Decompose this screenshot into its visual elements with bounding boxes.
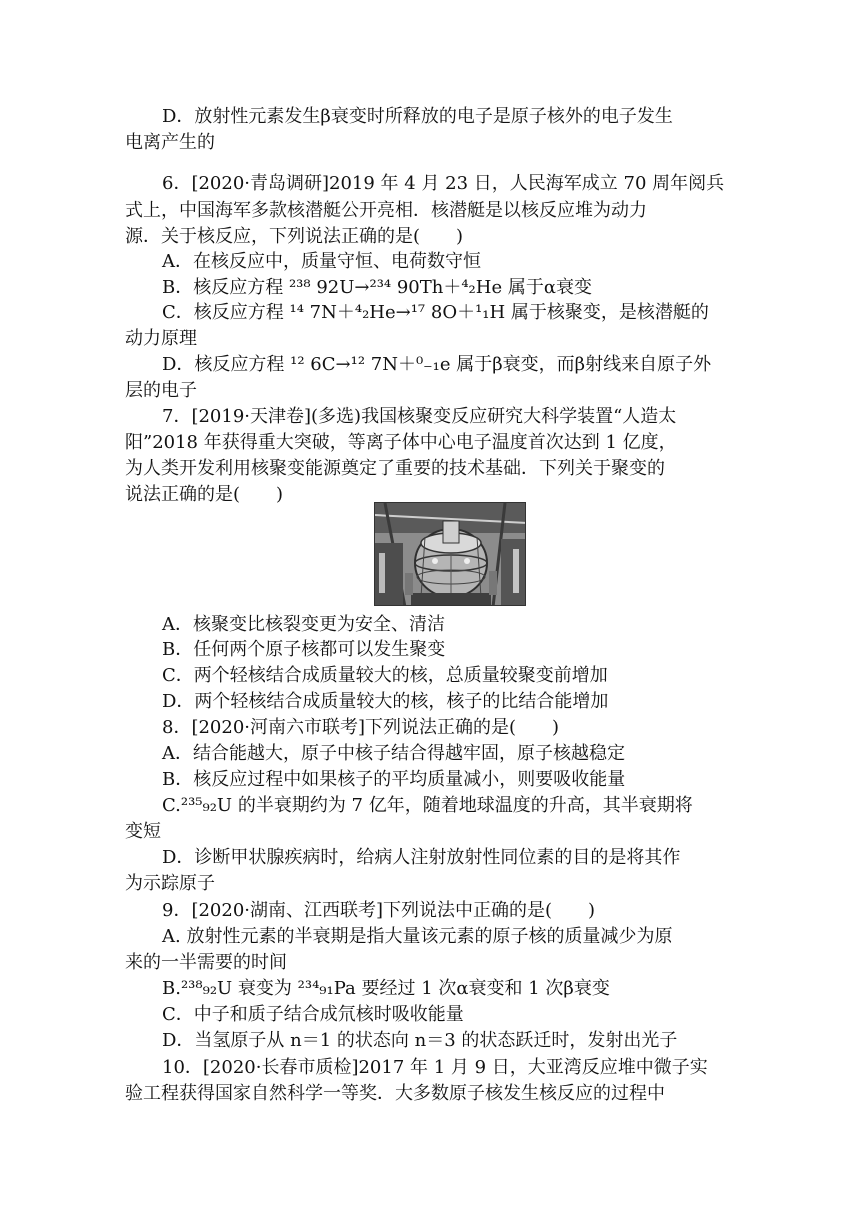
option-line: B.²³⁸₉₂U 衰变为 ²³⁴₉₁Pa 要经过 1 次α衰变和 1 次β衰变: [162, 978, 610, 999]
question-9-line: 9．[2020·湖南、江西联考]下列说法中正确的是( ): [162, 900, 596, 921]
text-line: 来的一半需要的时间: [125, 952, 287, 973]
text-line: 层的电子: [125, 380, 197, 401]
option-line: A．在核反应中，质量守恒、电荷数守恒: [162, 251, 481, 272]
question-6-line: 6．[2020·青岛调研]2019 年 4 月 23 日，人民海军成立 70 周年阅兵: [162, 173, 725, 194]
text-line: D．放射性元素发生β衰变时所释放的电子是原子核外的电子发生: [162, 106, 673, 127]
option-line: B．核反应过程中如果核子的平均质量减小，则要吸收能量: [162, 769, 626, 790]
question-8-line: 8．[2020·河南六市联考]下列说法正确的是( ): [162, 717, 560, 738]
question-10-line: 10．[2020·长春市质检]2017 年 1 月 9 日，大亚湾反应堆中微子实: [162, 1057, 708, 1078]
text-line: 源．关于核反应，下列说法正确的是( ): [125, 226, 464, 247]
text-line: 验工程获得国家自然科学一等奖．大多数原子核发生核反应的过程中: [125, 1083, 665, 1104]
tokamak-device-photo: [374, 502, 526, 606]
option-line: B．任何两个原子核都可以发生聚变: [162, 639, 446, 660]
option-line: B．核反应方程 ²³⁸ 92U→²³⁴ 90Th＋⁴₂He 属于α衰变: [162, 277, 593, 298]
text-line: 为示踪原子: [125, 873, 215, 894]
option-line: C.²³⁵₉₂U 的半衰期约为 7 亿年，随着地球温度的升高，其半衰期将: [162, 795, 693, 816]
text-line: 说法正确的是( ): [125, 484, 284, 505]
option-line: A．结合能越大，原子中核子结合得越牢固，原子核越稳定: [162, 743, 625, 764]
option-line: D．当氢原子从 n＝1 的状态向 n＝3 的状态跃迁时，发射出光子: [162, 1030, 678, 1051]
option-line: D．两个轻核结合成质量较大的核，核子的比结合能增加: [162, 691, 609, 712]
option-line: C．中子和质子结合成氘核时吸收能量: [162, 1004, 464, 1025]
text-line: 变短: [125, 821, 161, 842]
option-line: D．诊断甲状腺疾病时，给病人注射放射性同位素的目的是将其作: [162, 847, 681, 868]
question-7-line: 7．[2019·天津卷](多选)我国核聚变反应研究大科学装置“人造太: [162, 406, 677, 427]
option-line: D．核反应方程 ¹² 6C→¹² 7N＋⁰₋₁e 属于β衰变，而β射线来自原子外: [162, 354, 712, 375]
option-line: A．核聚变比核裂变更为安全、清洁: [162, 614, 445, 635]
option-line: C．两个轻核结合成质量较大的核，总质量较聚变前增加: [162, 665, 608, 686]
text-line: 阳”2018 年获得重大突破，等离子体中心电子温度首次达到 1 亿度，: [125, 432, 677, 453]
text-line: 为人类开发利用核聚变能源奠定了重要的技术基础．下列关于聚变的: [125, 458, 665, 479]
option-line: A. 放射性元素的半衰期是指大量该元素的原子核的质量减少为原: [162, 926, 673, 947]
option-line: C．核反应方程 ¹⁴ 7N＋⁴₂He→¹⁷ 8O＋¹₁H 属于核聚变，是核潜艇的: [162, 302, 709, 323]
text-line: 电离产生的: [125, 132, 215, 153]
text-line: 动力原理: [125, 328, 197, 349]
tokamak-illustration: [375, 503, 526, 606]
text-line: 式上，中国海军多款核潜艇公开亮相．核潜艇是以核反应堆为动力: [125, 200, 647, 221]
